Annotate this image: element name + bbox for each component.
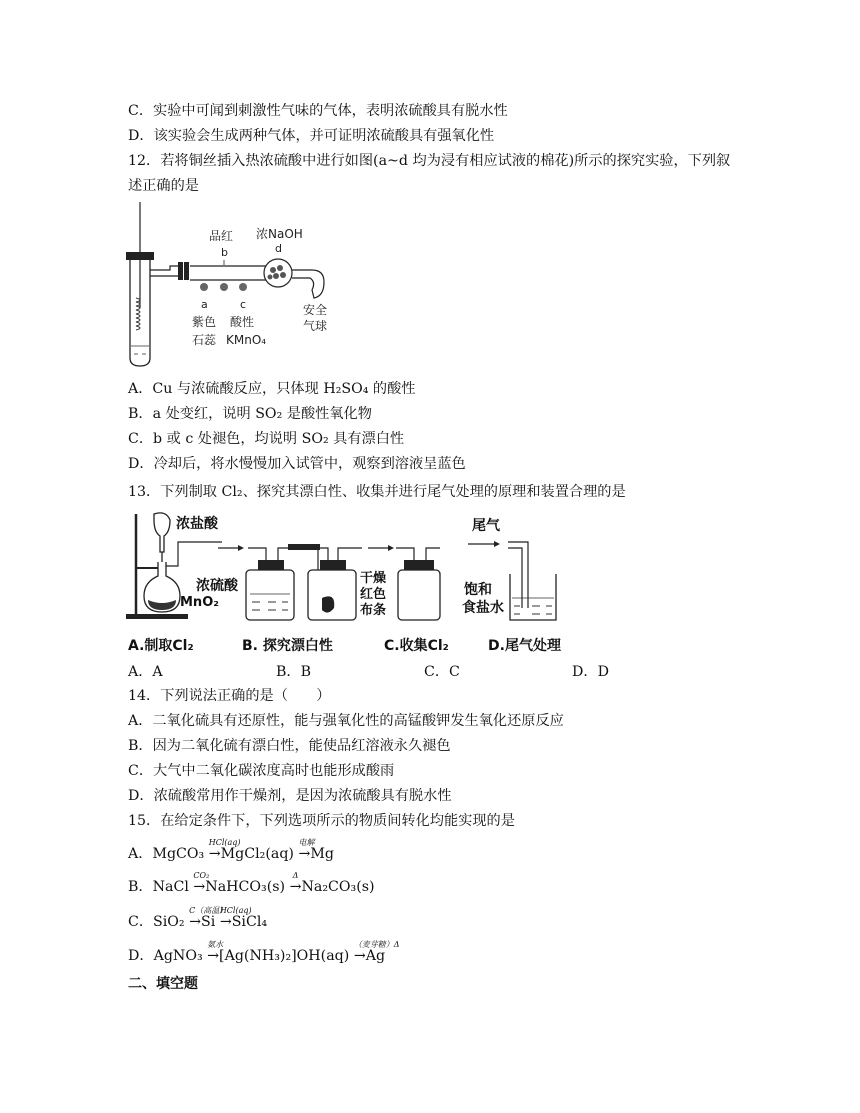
label-b: b bbox=[221, 246, 228, 259]
label-weiqi: 尾气 bbox=[472, 518, 500, 534]
q13-option-c: C．C bbox=[424, 664, 460, 680]
q13-option-b: B．B bbox=[276, 664, 312, 680]
q14-option-b: B．因为二氧化硫有漂白性，能使品红溶液永久褪色 bbox=[128, 738, 451, 754]
q15-option-d: D．AgNO₃ 氨水 →[Ag(NH₃)₂]OH(aq) （麦芽糖）Δ →Ag bbox=[128, 940, 400, 964]
label-baohe: 饱和 bbox=[464, 582, 492, 598]
q15-option-a: A．MgCO₃ HCl(aq) →MgCl₂(aq) 电解 →Mg bbox=[128, 838, 334, 862]
q15-option-c: C．SiO₂ C（高温） →Si HCl(aq) →SiCl₄ bbox=[128, 906, 268, 930]
label-gan: 干 bbox=[360, 571, 374, 586]
q13-apparatus-figure bbox=[122, 508, 592, 658]
reaction-arrow: C（高温） → bbox=[189, 906, 228, 930]
label-zise: 紫色 bbox=[192, 315, 217, 329]
label-se: 色 bbox=[373, 587, 387, 602]
q12-stem-line1: 12．若将铜丝插入热浓硫酸中进行如图(a~d 均为浸有相应试液的棉花)所示的探究实验，下列叙 bbox=[128, 153, 731, 169]
q13-stem: 13．下列制取 Cl₂、探究其漂白性、收集并进行尾气处理的原理和装置合理的是 bbox=[128, 484, 626, 500]
q13-options bbox=[128, 662, 720, 682]
q12-option-c: C．b 或 c 处褪色，均说明 SO₂ 具有漂白性 bbox=[128, 431, 405, 447]
label-kmno4: KMnO₄ bbox=[226, 333, 267, 347]
caption-d: D.尾气处理 bbox=[488, 638, 561, 654]
reaction-arrow: 电解 → bbox=[298, 838, 315, 862]
q15-stem: 15．在给定条件下，下列选项所示的物质间转化均能实现的是 bbox=[128, 813, 515, 829]
label-nongliusuan: 浓硫酸 bbox=[196, 578, 238, 594]
q12-option-a: A．Cu 与浓硫酸反应，只体现 H₂SO₄ 的酸性 bbox=[128, 381, 416, 397]
reaction-arrow: （麦芽糖）Δ → bbox=[353, 940, 400, 964]
reaction-arrow: HCl(aq) → bbox=[219, 906, 252, 930]
q11-option-c: C．实验中可闻到刺激性气味的气体，表明浓硫酸具有脱水性 bbox=[128, 103, 508, 119]
caption-a: A.制取Cl₂ bbox=[128, 638, 194, 654]
q12-apparatus-figure bbox=[120, 198, 350, 370]
reaction-arrow: HCl(aq) → bbox=[208, 838, 241, 862]
reaction-arrow: 氨水 → bbox=[207, 940, 224, 964]
label-nongyansuan: 浓盐酸 bbox=[176, 516, 218, 532]
label-zao: 燥 bbox=[373, 571, 387, 586]
reaction-arrow: CO₂ → bbox=[193, 871, 210, 895]
label-qiqiu: 气球 bbox=[303, 319, 328, 333]
label-pinhong: 品红 bbox=[209, 229, 234, 243]
q14-option-a: A．二氧化硫具有还原性，能与强氧化性的高锰酸钾发生氧化还原反应 bbox=[128, 713, 564, 729]
label-c: c bbox=[240, 298, 247, 311]
q13-option-d: D．D bbox=[572, 664, 609, 680]
caption-b: B. 探究漂白性 bbox=[242, 638, 333, 654]
label-anquan: 安全 bbox=[303, 303, 328, 317]
label-hong: 红 bbox=[360, 587, 374, 602]
q15-option-b: B．NaCl CO₂ →NaHCO₃(s) Δ →Na₂CO₃(s) bbox=[128, 871, 375, 895]
label-shiyanshui: 食盐水 bbox=[462, 600, 504, 616]
section-heading: 二、填空题 bbox=[128, 976, 198, 992]
label-tiao: 条 bbox=[373, 603, 387, 618]
caption-c: C.收集Cl₂ bbox=[384, 638, 449, 654]
q12-option-b: B．a 处变红，说明 SO₂ 是酸性氧化物 bbox=[128, 406, 372, 422]
label-naoh: 浓NaOH bbox=[256, 227, 303, 241]
q14-stem: 14．下列说法正确的是（ ） bbox=[128, 688, 331, 704]
label-suanxing: 酸性 bbox=[230, 315, 255, 329]
label-bu: 布 bbox=[360, 603, 374, 618]
reaction-arrow: Δ → bbox=[289, 871, 302, 895]
q12-option-d: D．冷却后，将水慢慢加入试管中，观察到溶液呈蓝色 bbox=[128, 456, 466, 472]
q11-option-d: D．该实验会生成两种气体，并可证明浓硫酸具有强氧化性 bbox=[128, 128, 495, 144]
q14-option-c: C．大气中二氧化碳浓度高时也能形成酸雨 bbox=[128, 763, 395, 779]
label-mno2: MnO₂ bbox=[180, 595, 219, 610]
q12-stem-line2: 述正确的是 bbox=[128, 178, 199, 194]
q13-option-a: A．A bbox=[128, 664, 163, 680]
label-d: d bbox=[275, 242, 282, 255]
label-a: a bbox=[201, 298, 208, 311]
q14-option-d: D．浓硫酸常用作干燥剂，是因为浓硫酸具有脱水性 bbox=[128, 788, 452, 804]
label-shirui: 石蕊 bbox=[192, 333, 217, 347]
